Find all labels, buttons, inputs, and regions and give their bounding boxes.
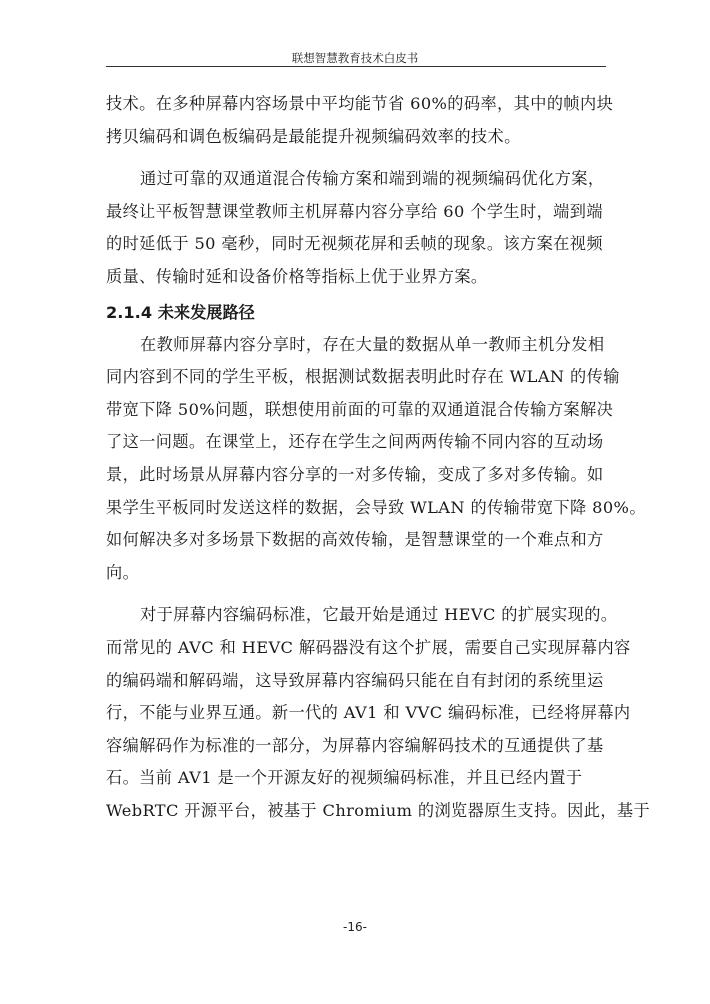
text-line: 质量、传输时延和设备价格等指标上优于业界方案。 [106, 266, 488, 286]
text-line: 而常见的 AVC 和 HEVC 解码器没有这个扩展，需要自己实现屏幕内容 [106, 637, 631, 657]
text-line: 如何解决多对多场景下数据的高效传输，是智慧课堂的一个难点和方 [106, 530, 604, 550]
text-line: 拷贝编码和调色板编码是最能提升视频编码效率的技术。 [106, 126, 521, 146]
text-line: 技术。在多种屏幕内容场景中平均能节省 60%的码率，其中的帧内块 [106, 94, 614, 113]
text-line: WebRTC 开源平台，被基于 Chromium 的浏览器原生支持。因此，基于 [106, 800, 651, 820]
text-line: 景，此时场景从屏幕内容分享的一对多传输，变成了多对多传输。如 [106, 464, 604, 484]
text-line: 向。 [106, 562, 140, 582]
text-line: 了这一问题。在课堂上，还存在学生之间两两传输不同内容的互动场 [106, 432, 604, 452]
paragraph-3 [106, 329, 646, 590]
text-line: 的时延低于 50 毫秒，同时无视频花屏和丢帧的现象。该方案在视频 [106, 234, 603, 254]
text-line: 通过可靠的双通道混合传输方案和端到端的视频编码优化方案， [140, 169, 605, 189]
text-line: 石。当前 AV1 是一个开源友好的视频编码标准，并且已经内置于 [106, 768, 583, 788]
text-line: 容编解码作为标准的一部分，为屏幕内容编解码技术的互通提供了基 [106, 735, 604, 755]
text-line: 带宽下降 50%问题，联想使用前面的可靠的双通道混合传输方案解决 [106, 399, 614, 419]
section-heading: 2.1.4 未来发展路径 [106, 302, 255, 322]
text-line: 行，不能与业界互通。新一代的 AV1 和 VVC 编码标准，已经将屏幕内 [106, 703, 631, 723]
text-line: 在教师屏幕内容分享时，存在大量的数据从单一教师主机分发相 [140, 334, 605, 354]
text-line: 的编码端和解码端，这导致屏幕内容编码只能在自有封闭的系统里运 [106, 670, 604, 690]
page-number: -16- [343, 920, 367, 934]
running-header: 联想智慧教育技术白皮书 [291, 51, 419, 65]
text-line: 最终让平板智慧课堂教师主机屏幕内容分享给 60 个学生时，端到端 [106, 201, 603, 221]
document-body [106, 88, 651, 827]
paragraph-1 [106, 88, 614, 153]
text-line: 同内容到不同的学生平板，根据测试数据表明此时存在 WLAN 的传输 [106, 367, 620, 387]
header-divider [106, 66, 606, 67]
paragraph-2 [106, 163, 606, 293]
paragraph-4 [106, 599, 651, 827]
text-line: 果学生平板同时发送这样的数据，会导致 WLAN 的传输带宽下降 80%。 [106, 497, 646, 517]
text-line: 对于屏幕内容编码标准，它最开始是通过 HEVC 的扩展实现的。 [140, 605, 618, 625]
